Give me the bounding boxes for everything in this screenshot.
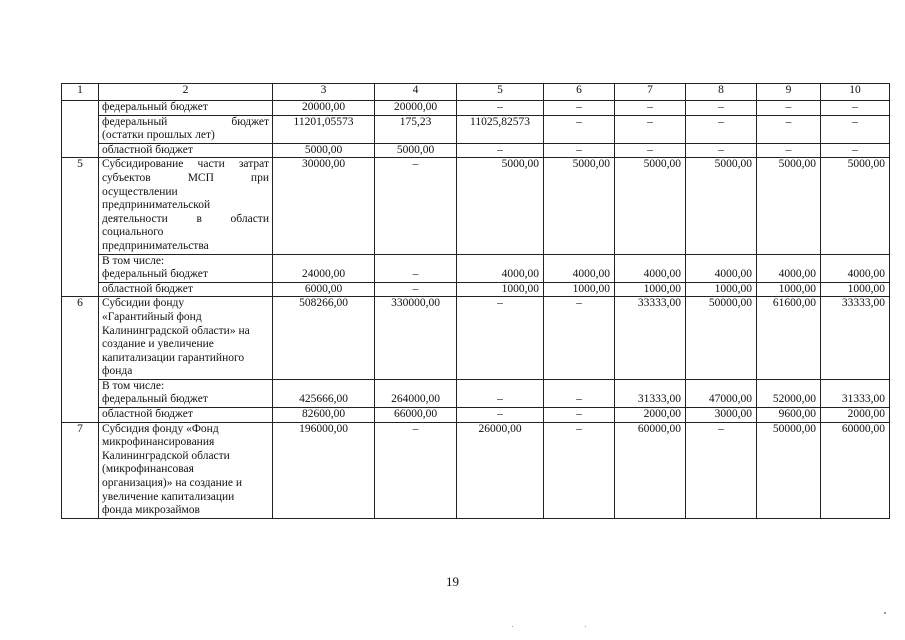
value-cell: – xyxy=(544,115,615,143)
value-cell: – xyxy=(615,115,686,143)
value-cell: 26000,00 xyxy=(457,422,544,518)
value-cell: 24000,00 xyxy=(273,254,375,282)
row-label-line: фонда xyxy=(102,365,133,378)
row-label-line: создание и увеличение xyxy=(102,338,214,351)
value-cell: 66000,00 xyxy=(375,408,457,423)
row-label: областной бюджет xyxy=(99,143,273,158)
table-row xyxy=(62,379,890,407)
value-cell: 508266,00 xyxy=(273,297,375,380)
value-cell: – xyxy=(544,408,615,423)
value-cell: – xyxy=(375,158,457,254)
row-label-part: (остатки прошлых лет) xyxy=(102,129,215,142)
value-cell: 11025,82573 xyxy=(457,115,544,143)
value-cell: 50000,00 xyxy=(686,297,757,380)
row-label-line: Субсидирование части затрат xyxy=(102,158,269,171)
value-cell: – xyxy=(821,115,890,143)
value-cell: 4000,00 xyxy=(615,254,686,282)
row-label-line: Субсидии фонду xyxy=(102,297,185,310)
header-cell: 4 xyxy=(375,84,457,101)
value-cell: 50000,00 xyxy=(757,422,821,518)
scan-speck xyxy=(884,612,886,614)
row-label-line: организация)» на создание и xyxy=(102,477,243,490)
header-cell: 10 xyxy=(821,84,890,101)
row-label: областной бюджет xyxy=(99,408,273,423)
value-cell: 2000,00 xyxy=(821,408,890,423)
row-label-line: Субсидия фонду «Фонд xyxy=(102,422,219,435)
value-cell: 61600,00 xyxy=(757,297,821,380)
value-cell: 5000,00 xyxy=(273,143,375,158)
value-cell: 3000,00 xyxy=(686,408,757,423)
row-label-line: федеральный бюджет xyxy=(102,393,208,406)
header-cell: 1 xyxy=(62,84,99,101)
value-cell: 9600,00 xyxy=(757,408,821,423)
table-row xyxy=(62,143,890,158)
budget-table xyxy=(61,83,890,519)
row-label-line: осуществлении xyxy=(102,185,178,198)
value-cell: – xyxy=(375,254,457,282)
value-cell: 1000,00 xyxy=(821,282,890,297)
value-cell: – xyxy=(544,101,615,116)
value-cell: 5000,00 xyxy=(615,158,686,254)
header-cell: 2 xyxy=(99,84,273,101)
value-cell: 5000,00 xyxy=(457,158,544,254)
value-cell: – xyxy=(457,297,544,380)
value-cell: 1000,00 xyxy=(686,282,757,297)
table-row xyxy=(62,101,890,116)
value-cell: 6000,00 xyxy=(273,282,375,297)
header-row xyxy=(62,84,890,101)
value-cell: 82600,00 xyxy=(273,408,375,423)
row-label xyxy=(99,379,273,407)
value-cell: 175,23 xyxy=(375,115,457,143)
header-cell: 9 xyxy=(757,84,821,101)
row-label: федеральный бюджет xyxy=(99,101,273,116)
value-cell: 1000,00 xyxy=(544,282,615,297)
row-label-line: микрофинансирования xyxy=(102,436,215,449)
row-label-line: В том числе: xyxy=(102,379,165,392)
header-cell: 7 xyxy=(615,84,686,101)
value-cell: – xyxy=(821,101,890,116)
value-cell: – xyxy=(615,143,686,158)
value-cell: 2000,00 xyxy=(615,408,686,423)
table-row xyxy=(62,254,890,282)
value-cell: 4000,00 xyxy=(686,254,757,282)
table-row xyxy=(62,422,890,518)
header-cell: 6 xyxy=(544,84,615,101)
value-cell: 1000,00 xyxy=(757,282,821,297)
row-label-line: В том числе: xyxy=(102,254,165,267)
row-label-line: предпринимательства xyxy=(102,239,209,252)
value-cell: 5000,00 xyxy=(821,158,890,254)
value-cell: 4000,00 xyxy=(821,254,890,282)
table-row xyxy=(62,297,890,380)
row-label-line: субъектов МСП при xyxy=(102,171,269,184)
value-cell: – xyxy=(457,379,544,407)
row-label-line: фонда микрозаймов xyxy=(102,504,200,517)
value-cell: 20000,00 xyxy=(273,101,375,116)
value-cell: – xyxy=(686,115,757,143)
row-label-line: Калининградской области xyxy=(102,449,230,462)
value-cell: – xyxy=(457,101,544,116)
value-cell: 60000,00 xyxy=(615,422,686,518)
row-label-line: капитализации гарантийного xyxy=(102,351,245,364)
value-cell: 11201,05573 xyxy=(273,115,375,143)
page-number: 19 xyxy=(446,574,459,589)
row-label xyxy=(99,254,273,282)
value-cell: – xyxy=(375,422,457,518)
value-cell: 4000,00 xyxy=(457,254,544,282)
row-number-cell: 7 xyxy=(62,422,99,518)
row-label xyxy=(99,297,273,380)
scan-speck xyxy=(512,626,513,627)
table-row xyxy=(62,115,890,143)
row-number-cell xyxy=(62,101,99,158)
value-cell: 5000,00 xyxy=(686,158,757,254)
value-cell: – xyxy=(544,143,615,158)
value-cell: 33333,00 xyxy=(821,297,890,380)
row-label-line: (микрофинансовая xyxy=(102,463,194,476)
row-label xyxy=(99,422,273,518)
value-cell: 60000,00 xyxy=(821,422,890,518)
row-label-line: федеральный бюджет xyxy=(102,268,208,281)
row-label xyxy=(99,115,273,143)
table-row xyxy=(62,408,890,423)
value-cell: 4000,00 xyxy=(757,254,821,282)
row-label-line: «Гарантийный фонд xyxy=(102,310,202,323)
value-cell: 5000,00 xyxy=(544,158,615,254)
table-row xyxy=(62,158,890,254)
value-cell: – xyxy=(757,143,821,158)
value-cell: 47000,00 xyxy=(686,379,757,407)
value-cell: 425666,00 xyxy=(273,379,375,407)
value-cell: 52000,00 xyxy=(757,379,821,407)
row-label-line: увеличение капитализации xyxy=(102,490,235,503)
value-cell: – xyxy=(757,101,821,116)
value-cell: 31333,00 xyxy=(615,379,686,407)
value-cell: – xyxy=(686,422,757,518)
value-cell: – xyxy=(544,422,615,518)
value-cell: – xyxy=(686,143,757,158)
value-cell: – xyxy=(821,143,890,158)
row-label-part: федеральный xyxy=(102,115,168,128)
value-cell: – xyxy=(375,282,457,297)
row-label-line: деятельности в области xyxy=(102,212,269,225)
row-label-line: Калининградской области» на xyxy=(102,324,250,337)
value-cell: 196000,00 xyxy=(273,422,375,518)
value-cell: 31333,00 xyxy=(821,379,890,407)
value-cell: 33333,00 xyxy=(615,297,686,380)
header-cell: 3 xyxy=(273,84,375,101)
value-cell: – xyxy=(544,297,615,380)
value-cell: – xyxy=(457,143,544,158)
scan-speck xyxy=(585,626,586,627)
value-cell: 4000,00 xyxy=(544,254,615,282)
row-label-line: предпринимательской xyxy=(102,199,211,212)
value-cell: 330000,00 xyxy=(375,297,457,380)
value-cell: – xyxy=(457,408,544,423)
value-cell: 20000,00 xyxy=(375,101,457,116)
row-label: областной бюджет xyxy=(99,282,273,297)
value-cell: 1000,00 xyxy=(615,282,686,297)
value-cell: 5000,00 xyxy=(375,143,457,158)
table-row xyxy=(62,282,890,297)
value-cell: 264000,00 xyxy=(375,379,457,407)
value-cell: 1000,00 xyxy=(457,282,544,297)
row-number-cell: 6 xyxy=(62,297,99,422)
value-cell: – xyxy=(615,101,686,116)
row-label xyxy=(99,158,273,254)
value-cell: 5000,00 xyxy=(757,158,821,254)
header-cell: 8 xyxy=(686,84,757,101)
value-cell: – xyxy=(686,101,757,116)
header-cell: 5 xyxy=(457,84,544,101)
row-label-line: социального xyxy=(102,226,164,239)
value-cell: – xyxy=(757,115,821,143)
value-cell: 30000,00 xyxy=(273,158,375,254)
row-label-part: бюджет xyxy=(231,115,269,128)
row-number-cell: 5 xyxy=(62,158,99,297)
value-cell: – xyxy=(544,379,615,407)
